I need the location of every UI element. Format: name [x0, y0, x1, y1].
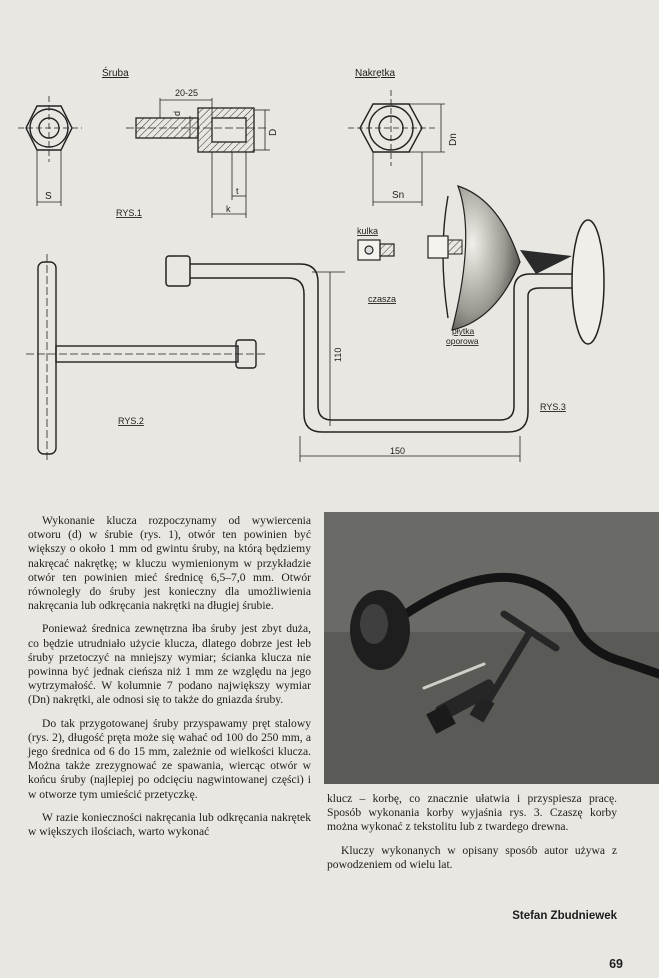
- label-rys3: RYS.3: [540, 402, 566, 412]
- dim-d-label: d: [172, 110, 182, 116]
- ball-detail: [358, 240, 394, 260]
- page-number: 69: [609, 957, 623, 971]
- dim-Sn-label: Sn: [392, 190, 405, 201]
- paragraph-6: Kluczy wykonanych w opisany sposób autor używa z powodzeniem od wielu lat.: [327, 843, 617, 871]
- screw-section-view: [126, 98, 270, 218]
- dim-Dn-label: Dn: [448, 133, 459, 146]
- dim-k-label: k: [226, 204, 231, 214]
- label-rys2: RYS.2: [118, 416, 144, 426]
- paragraph-4: W razie konieczności nakręcania lub odkręcania nakrętek w większych ilościach, warto wykonać: [28, 810, 311, 839]
- crank-drawing: [166, 256, 576, 462]
- dim-D-label: D: [268, 128, 279, 136]
- paragraph-5: klucz – korbę, co znacznie ułatwia i przyspiesza pracę. Sposób wykonania korby wyjaśnia rys. 3. Czaszę korby można wykonać z tekstolitu lub z twardego drewna.: [327, 792, 617, 834]
- label-oporowa: oporowa: [446, 336, 479, 346]
- dim-20-25-label: 20-25: [175, 88, 199, 98]
- dim-t-label: t: [236, 186, 239, 196]
- label-nakretka: Nakrętka: [355, 68, 396, 79]
- label-plytka: płytka: [452, 326, 475, 336]
- crank-handle-knob: [428, 186, 604, 344]
- dim-150-label: 150: [390, 446, 406, 456]
- paragraph-3: Do tak przygotowanej śruby przyspawamy pręt stalowy (rys. 2), długość pręta może się wahać od 100 do 250 mm, a jego średnica od 6 do 15 mm, zależnie od wielkości klucza. Można także zrezygnować ze spawania, wiercąc otwór w końcu śruby (najlepiej po odcięciu nagwintowanej części) i w otworze tym umieścić przetyczkę.: [28, 716, 311, 801]
- left-text-column: [28, 514, 311, 848]
- label-kulka: kulka: [357, 226, 379, 236]
- label-rys1: RYS.1: [116, 208, 142, 218]
- label-sruba: Śruba: [102, 68, 129, 79]
- paragraph-2: Ponieważ średnica zewnętrzna łba śruby jest zbyt duża, co będzie utrudniało użycie klucza, dlatego dobrze jest łeb śruby przetoczyć na mniejszy wymiar; ścianka klucza nie powinna być jednak cieńsza niż 1 mm ze względu na jego wytrzymałość. W kolumnie 7 podano największy wymiar (Dn) nakrętki, ale odnosi się to także do gniazda śruby.: [28, 622, 311, 707]
- author-name: Stefan Zbudniewek: [512, 910, 617, 922]
- paragraph-1: Wykonanie klucza rozpoczynamy od wywiercenia otworu (d) w śrubie (rys. 1), otwór ten powinien być większy o około 1 mm od gwintu śruby, na którą będziemy nakręcać nakrętkę; w kluczu wymienionym w przykładzie otwór ten powinien mieć średnicę 6,5–7,0 mm. Otwór równoległy do śruby jest konieczny dla umożliwienia nakręcania lub odkręcania nakrętki na długiej śrubie.: [28, 514, 311, 613]
- screw-head-front-view: [18, 96, 82, 206]
- right-text-column: [327, 792, 617, 881]
- dim-110-label: 110: [333, 347, 343, 362]
- label-czasza: czasza: [368, 294, 397, 304]
- dim-s-label: S: [45, 191, 52, 202]
- crank-wrench-photo-icon: [324, 512, 659, 784]
- nut-front-view: [348, 90, 445, 206]
- t-wrench-drawing: [26, 254, 266, 462]
